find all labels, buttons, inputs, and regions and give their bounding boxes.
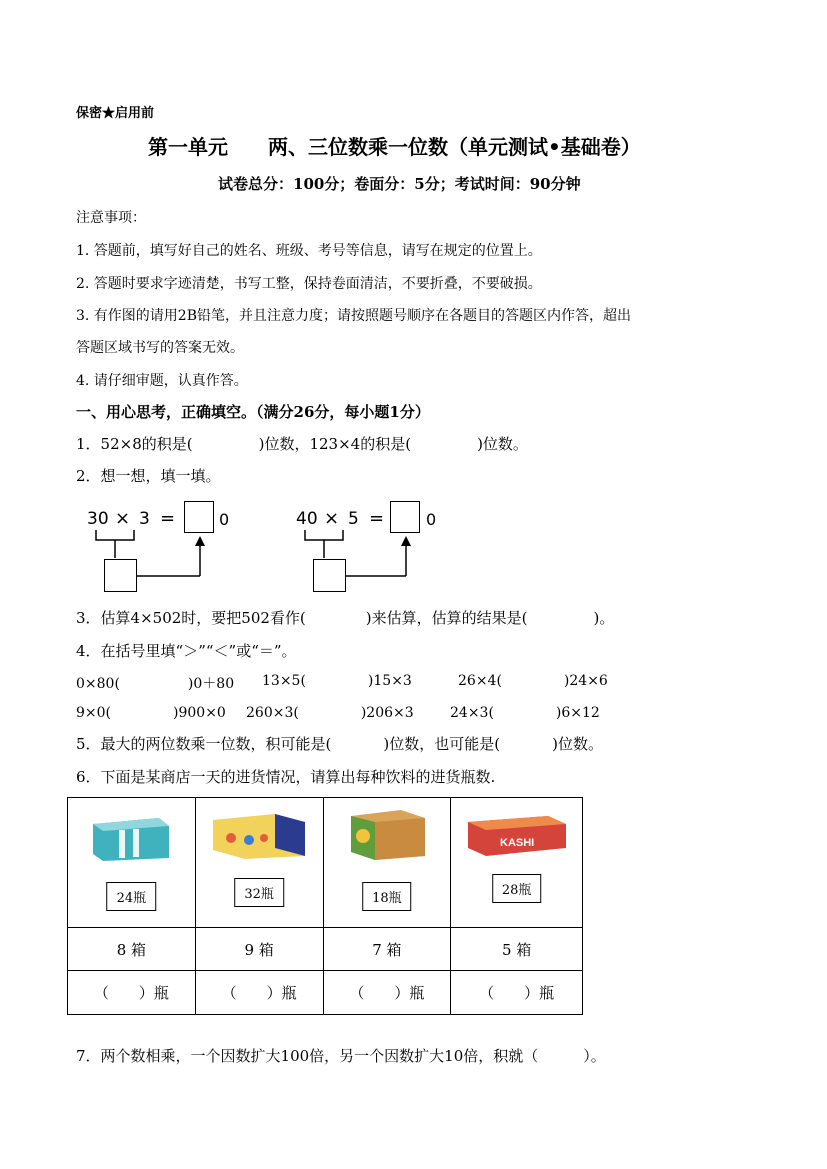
answer-open-paren: （ [93,984,109,1002]
answer-unit: ）瓶 [266,984,297,1002]
box-count-cell: 9 箱 [195,928,323,971]
per-box-label: 18瓶 [362,882,412,911]
box-count-cell: 8 箱 [68,928,196,971]
per-box-label: 32瓶 [234,878,284,907]
fig1-input-box[interactable] [104,559,137,592]
compare-right: )0＋80 [187,676,235,692]
compare-left: 13×5( [262,673,306,689]
answer-cell[interactable] [323,971,451,1015]
compare-left: 0×80( [76,676,120,692]
fig1-trailing-zero: 0 [219,510,230,529]
note-3-cont: 答题区域书写的答案无效。 [76,340,244,356]
per-box-label: 24瓶 [107,882,157,911]
note-1: 1. 答题前，填写好自己的姓名、班级、考号等信息，请写在规定的位置上。 [76,243,542,259]
fig1-times: × [115,508,131,529]
notes-heading: 注意事项： [76,210,146,226]
fig2-trailing-zero: 0 [426,510,437,529]
q1-part-a: 1．52×8的积是( [76,435,193,453]
question-7: 7．两个数相乘，一个因数扩大100倍，另一个因数扩大10倍，积就（ ）。 [76,1047,606,1065]
answer-cell[interactable] [195,971,323,1015]
fig2-times: × [324,508,340,529]
compare-item [458,673,608,689]
compare-right: )206×3 [360,705,414,721]
fig1-factor-b: 3 [139,509,150,529]
multiplication-figure-1 [84,498,254,596]
fig1-equals: = [160,508,176,529]
answer-open-paren: （ [349,984,365,1002]
q1-part-c: )位数。 [477,435,528,453]
answer-unit: ）瓶 [138,984,169,1002]
compare-right: )24×6 [563,673,608,689]
fig2-factor-b: 5 [348,509,359,529]
fig1-factor-a: 30 [87,509,109,529]
goods-cell [323,798,451,928]
question-3 [76,607,614,628]
q3-part-b: )来估算，估算的结果是( [365,609,528,627]
compare-item [76,673,234,693]
goods-cell [195,798,323,928]
page-subtitle: 试卷总分：100分；卷面分：5分；考试时间：90分钟 [218,175,581,193]
q1-part-b: )位数，123×4的积是( [258,435,412,453]
drink-box-image [345,806,429,862]
answer-cell[interactable] [68,971,196,1015]
fig2-factor-a: 40 [296,509,318,529]
box-count-cell: 5 箱 [451,928,583,971]
drink-box-image [464,812,570,860]
compare-left: 26×4( [458,673,502,689]
note-3: 3. 有作图的请用2B铅笔，并且注意力度；请按照题号顺序在各题目的答题区内作答，超出 [76,308,632,324]
answer-open-paren: （ [479,984,495,1002]
question-2: 2．想一想，填一填。 [76,467,221,485]
goods-cell [451,798,583,928]
note-4: 4. 请仔细审题，认真作答。 [76,373,248,389]
fig2-equals: = [369,508,385,529]
page-title: 第一单元 两、三位数乘一位数（单元测试•基础卷） [148,135,641,159]
answer-unit: ）瓶 [524,984,555,1002]
answer-unit: ）瓶 [394,984,425,1002]
compare-item [450,705,600,721]
per-box-label: 28瓶 [492,874,542,903]
drink-box-image [89,814,173,862]
compare-item [76,705,226,721]
compare-left: 260×3( [246,705,299,721]
compare-item [246,705,414,721]
goods-cell [68,798,196,928]
q5-part-c: )位数。 [552,735,603,753]
q3-part-c: )。 [593,609,615,627]
brand-text: KASHI [499,837,534,849]
compare-left: 9×0( [76,705,112,721]
note-2: 2. 答题时要求字迹清楚，书写工整，保持卷面清洁，不要折叠，不要破损。 [76,276,542,292]
box-count-cell: 7 箱 [323,928,451,971]
compare-item [262,673,412,689]
compare-left: 24×3( [450,705,494,721]
answer-open-paren: （ [221,984,237,1002]
fig2-input-box[interactable] [313,559,346,592]
purchase-table [67,797,583,1015]
multiplication-figure-2 [293,498,463,596]
question-5 [76,733,603,754]
secret-label: 保密★启用前 [76,106,155,121]
question-4: 4．在括号里填“＞”“＜”或“＝”。 [76,642,297,660]
question-1 [76,433,528,454]
question-6: 6．下面是某商店一天的进货情况，请算出每种饮料的进货瓶数. [76,768,496,786]
section-heading: 一、用心思考，正确填空。（满分26分，每小题1分） [76,403,430,421]
compare-right: )15×3 [367,673,412,689]
q3-part-a: 3．估算4×502时，要把502看作( [76,609,306,627]
compare-right: )900×0 [173,705,226,721]
answer-cell[interactable] [451,971,583,1015]
q5-part-b: )位数，也可能是( [383,735,501,753]
q5-part-a: 5．最大的两位数乘一位数，积可能是( [76,735,332,753]
compare-right: )6×12 [555,705,600,721]
drink-box-image [209,808,309,860]
